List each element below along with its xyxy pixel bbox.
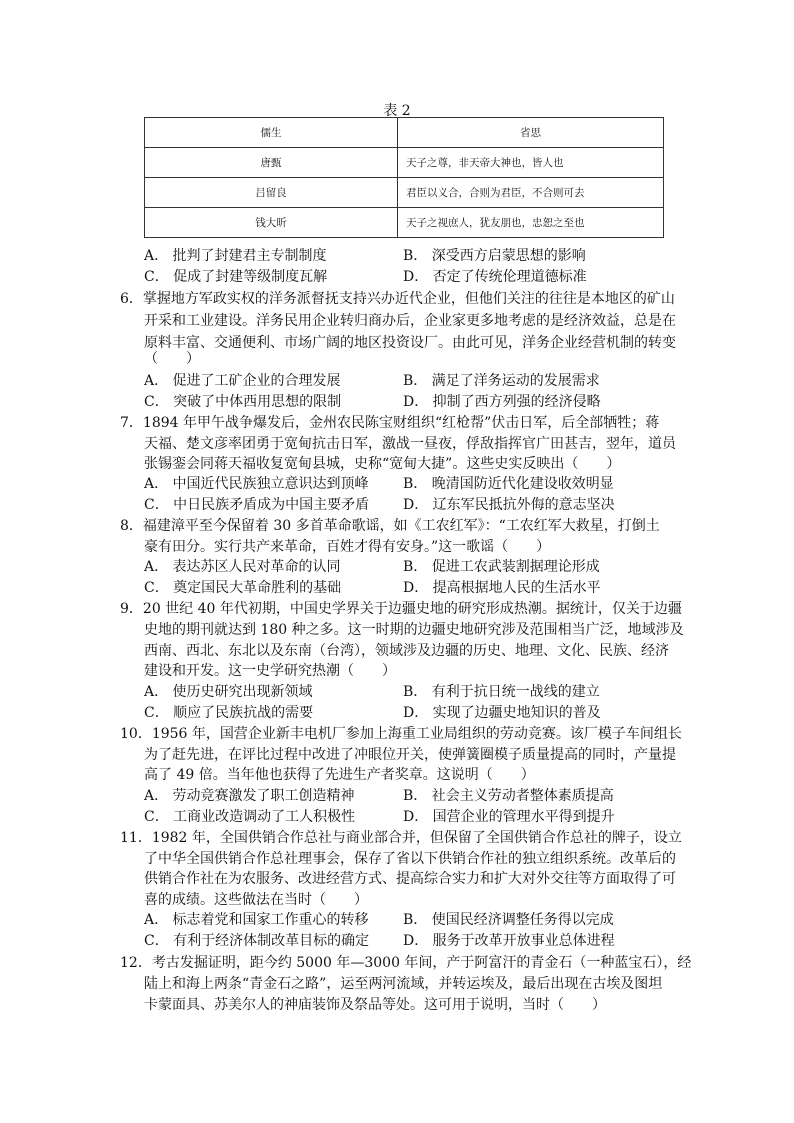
question-8-line: 8．福建漳平至今保留着 30 多首革命歌谣，如《工农红军》：“工农红军大救星，打倒土 [120, 518, 660, 534]
question-7-option-b: B． 晚清国防近代化建设收效明显 [403, 476, 614, 492]
question-8-option-c: C． 奠定国民大革命胜利的基础 [144, 580, 342, 596]
question-8-option-b: B． 促进工农武装割据理论形成 [403, 559, 600, 575]
question-7-line: 张锡銮会同蒋天福收复宽甸县城，史称“宽甸大捷”。这些史实反映出（ ） [144, 456, 621, 472]
question-6-option-c: C． 突破了中体西用思想的限制 [144, 394, 342, 410]
question-11-line: 了中华全国供销合作总社理事会，保存了省以下供销合作社的独立组织系统。改革后的 [144, 851, 676, 867]
question-7-option-a: A． 中国近代民族独立意识达到顶峰 [144, 476, 369, 492]
question-11-option-d: D． 服务于改革开放事业总体进程 [403, 933, 615, 949]
question-10-line: 为了赶先进，在评比过程中改进了冲眼位开关，使弹簧圈模子质量提高的同时，产量提 [144, 747, 676, 763]
question-9-line: 西南、西北、东北以及东南（台湾），领域涉及边疆的历史、地理、文化、民族、经济 [144, 643, 669, 659]
question-7-line: 7．1894 年甲午战争爆发后，金州农民陈宝财组织“红枪帮”伏击日军，后全部牺牲；蒋 [120, 415, 660, 431]
question-7-line: 天福、楚文彦率团勇于宽甸抗击日军，激战一昼夜，俘敌指挥官广田甚吉，翌年，道员 [144, 436, 676, 452]
q5-option-a: A． 批判了封建君主专制制度 [144, 248, 327, 264]
table-cell: 钱大昕 [145, 208, 398, 238]
question-12-line: 陆上和海上两条“青金石之路”，运至两河流域，并转运埃及，最后出现在古埃及图坦 [144, 976, 663, 992]
question-6-option-a: A． 促进了工矿企业的合理发展 [144, 373, 341, 389]
question-8-option-a: A． 表达苏区人民对革命的认同 [144, 559, 341, 575]
question-6-line: 6．掌握地方军政实权的洋务派督抚支持兴办近代企业，但他们关注的往往是本地区的矿山 [120, 291, 675, 307]
question-11-line: 11．1982 年，全国供销合作总社与商业部合并，但保留了全国供销合作总社的牌子，设立 [120, 830, 682, 846]
question-6-line: 原料丰富、交通便利、市场广阔的地区投资设厂。由此可见，洋务企业经营机制的转变 [144, 335, 676, 351]
table-cell: 吕留良 [145, 178, 398, 208]
question-9-line: 9．20 世纪 40 年代初期，中国史学界关于边疆史地的研究形成热潮。据统计，仅关于边疆 [120, 601, 682, 617]
question-11-line: 供销合作社在为农服务、改进经营方式、提高综合实力和扩大对外交往等方面取得了可 [144, 871, 676, 887]
q5-option-b: B． 深受西方启蒙思想的影响 [403, 248, 586, 264]
question-10-line: 10．1956 年，国营企业新丰电机厂参加上海重工业局组织的劳动竞赛。该厂模子车间组长 [120, 726, 682, 742]
question-10-option-c: C． 工商业改造调动了工人积极性 [144, 809, 356, 825]
question-10-option-d: D． 国营企业的管理水平得到提升 [403, 809, 615, 825]
question-11-option-a: A． 标志着党和国家工作重心的转移 [144, 912, 369, 928]
question-6-line: （ ） [144, 351, 200, 367]
question-6-line: 开采和工业建设。洋务民用企业转归商办后，企业家更多地考虑的是经济效益，总是在 [144, 313, 676, 329]
table-cell: 唐甄 [145, 148, 398, 178]
question-7-option-c: C． 中日民族矛盾成为中国主要矛盾 [144, 497, 370, 513]
question-12-line: 卡蒙面具、苏美尔人的神庙装饰及祭品等处。这可用于说明，当时（ ） [144, 997, 606, 1013]
question-9-option-c: C． 顺应了民族抗战的需要 [144, 705, 314, 721]
question-10-option-a: A． 劳动竞赛激发了职工创造精神 [144, 788, 355, 804]
table-header-cell: 儒生 [145, 118, 398, 148]
table-header-row [145, 118, 664, 148]
table-row [145, 208, 664, 238]
question-11-option-b: B． 使国民经济调整任务得以完成 [403, 912, 614, 928]
q5-option-d: D． 否定了传统伦理道德标准 [403, 269, 587, 285]
question-9-option-a: A． 使历史研究出现新领域 [144, 684, 313, 700]
q5-option-c: C． 促成了封建等级制度瓦解 [144, 269, 328, 285]
question-11-option-c: C． 有利于经济体制改革目标的确定 [144, 933, 370, 949]
question-12-line: 12．考古发掘证明，距今约 5000 年—3000 年间，产于阿富汗的青金石（一种蓝宝石），经 [120, 955, 692, 971]
table-header-cell: 省思 [398, 118, 664, 148]
question-6-option-d: D． 抑制了西方列强的经济侵略 [403, 394, 601, 410]
question-7-option-d: D． 辽东军民抵抗外侮的意志坚决 [403, 497, 615, 513]
question-8-line: 豪有田分。实行共产来革命，百姓才得有安身。”这一歌谣（ ） [144, 539, 551, 555]
question-10-line: 高了 49 倍。当年他也获得了先进生产者奖章。这说明（ ） [144, 767, 535, 783]
question-6-option-b: B． 满足了洋务运动的发展需求 [403, 373, 600, 389]
question-10-option-b: B． 社会主义劳动者整体素质提高 [403, 788, 614, 804]
table-cell: 天子之尊，非天帝大神也，皆人也 [398, 148, 664, 178]
question-9-line: 史地的期刊就达到 180 种之多。这一时期的边疆史地研究涉及范围相当广泛，地域涉及 [144, 622, 684, 638]
table-caption: 表 2 [383, 103, 411, 119]
confucian-reflection-table [144, 117, 664, 238]
question-9-option-d: D． 实现了边疆史地知识的普及 [403, 705, 601, 721]
question-9-option-b: B． 有利于抗日统一战线的建立 [403, 684, 600, 700]
table-cell: 天子之视庶人，犹友朋也，忠恕之至也 [398, 208, 664, 238]
question-11-line: 喜的成绩。这些做法在当时（ ） [144, 892, 368, 908]
table-row [145, 178, 664, 208]
question-9-line: 建设和开发。这一史学研究热潮（ ） [144, 663, 396, 679]
table-row [145, 148, 664, 178]
table-cell: 君臣以义合，合则为君臣，不合则可去 [398, 178, 664, 208]
question-8-option-d: D． 提高根据地人民的生活水平 [403, 580, 601, 596]
